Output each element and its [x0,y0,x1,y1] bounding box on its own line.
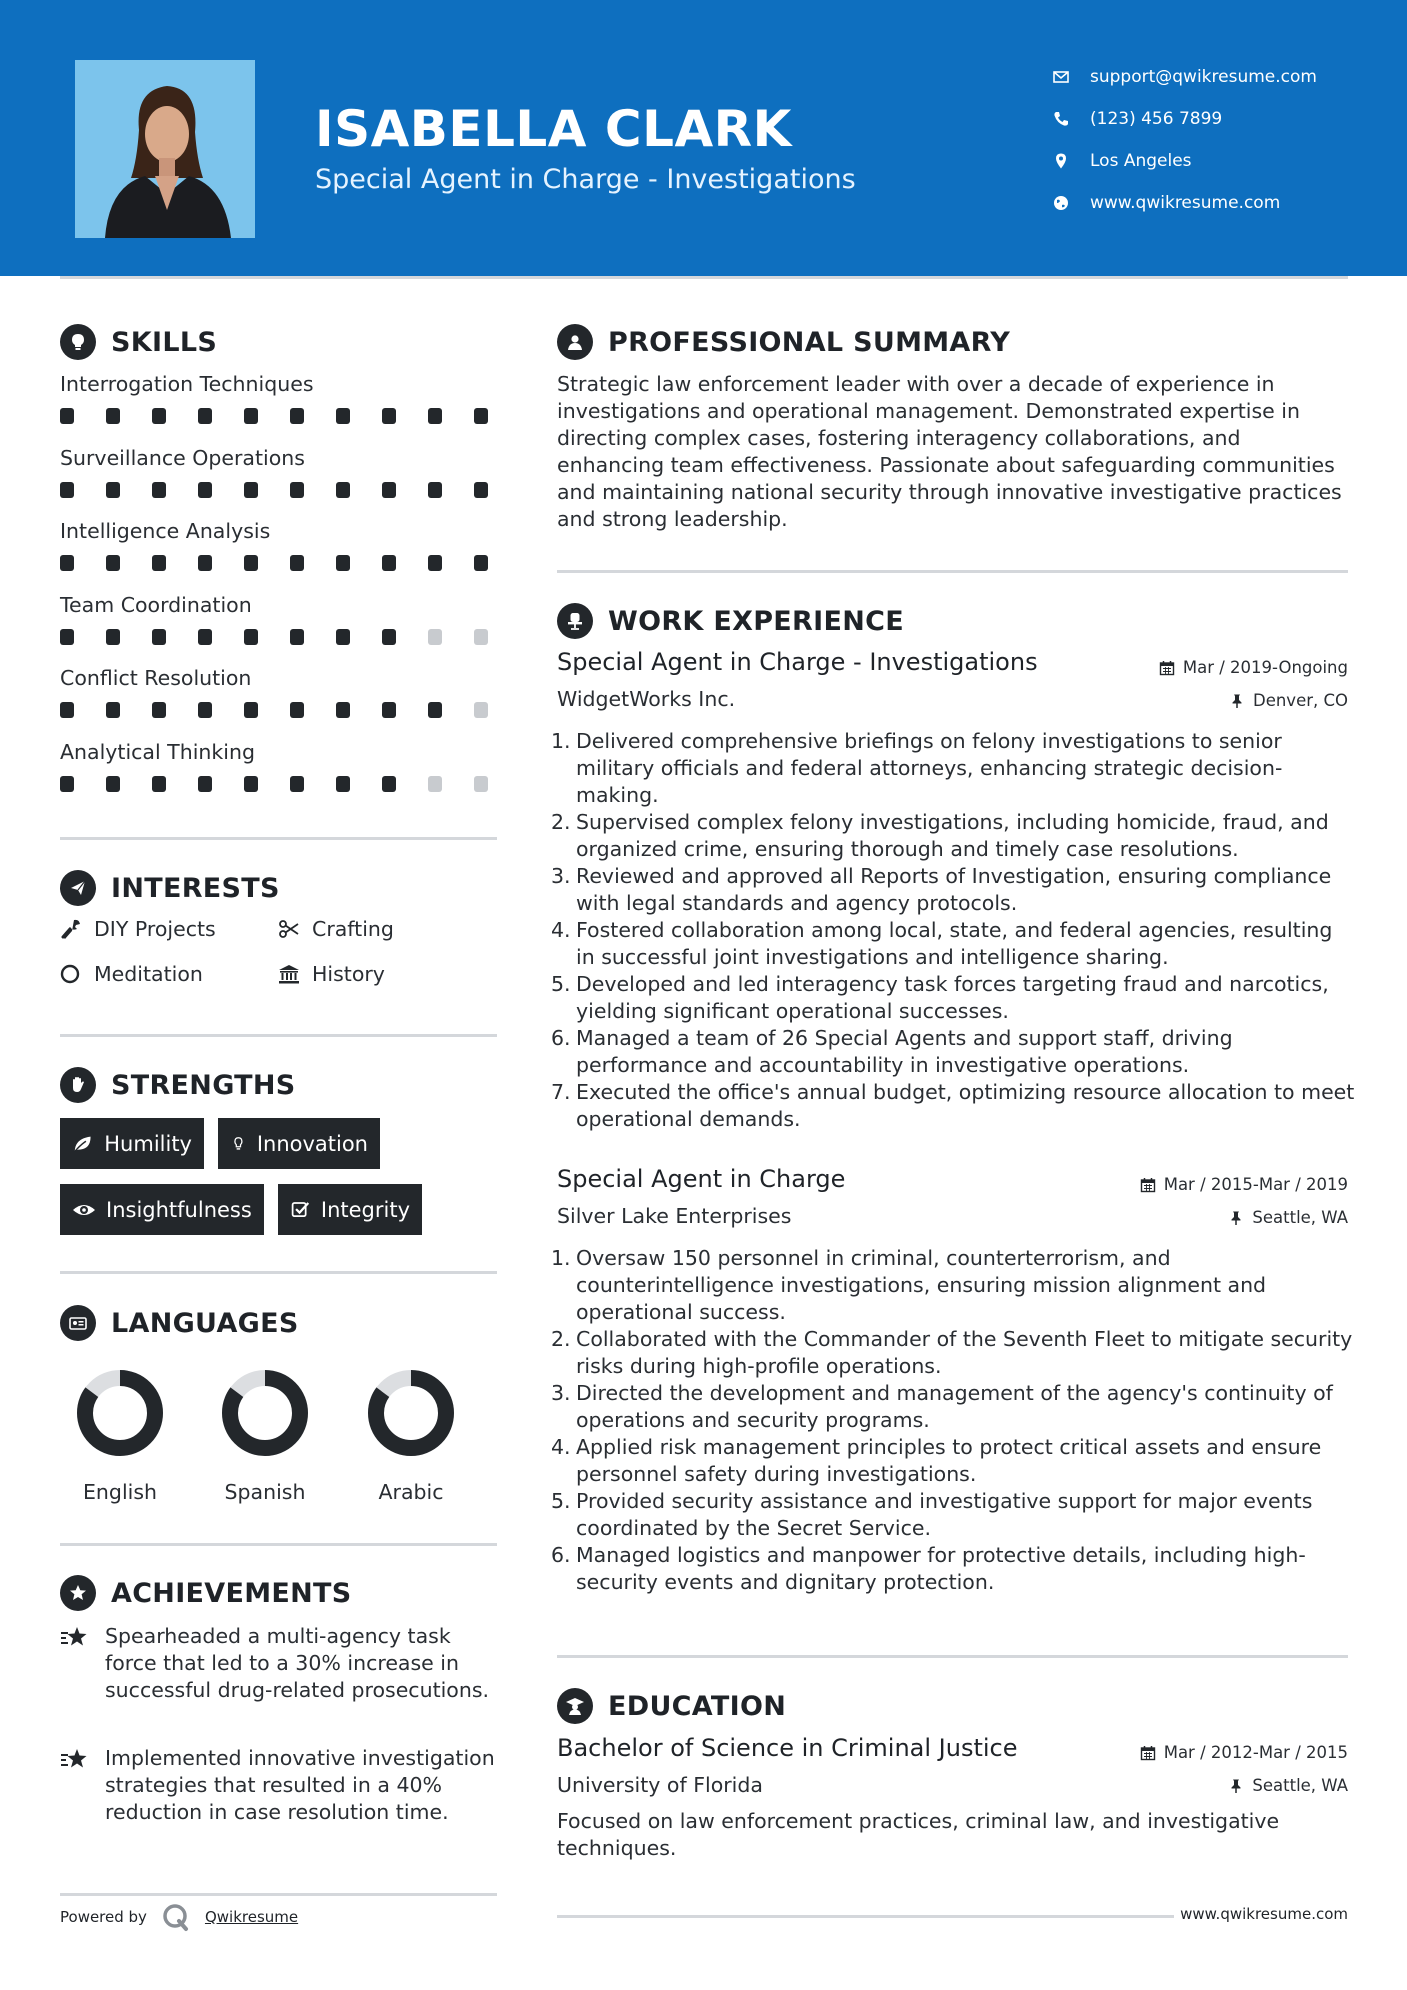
star-icon [60,1623,105,1704]
contact-website[interactable] [1052,182,1392,224]
resume-header [0,0,1407,276]
education-school: University of Florida [557,1773,763,1797]
bullet-text: Supervised complex felony investigations, including homicide, fraud, and organized crime, ensuring thorough and timely case resolutions. [576,810,1329,861]
skill-name: Analytical Thinking [60,739,255,764]
calendar-icon [1140,1177,1156,1193]
language-arabic [346,1368,476,1504]
rating-dot-filled [198,408,212,424]
job-bullet [551,728,1357,809]
job-title: Special Agent in Charge - Investigations [557,648,1038,676]
education-location-text: Seattle, WA [1252,1776,1348,1795]
rating-dot-filled [382,408,396,424]
rating-dot-filled [152,555,166,571]
strength-integrity [278,1184,422,1235]
summary-title: PROFESSIONAL SUMMARY [608,326,1011,358]
rating-dot-filled [382,555,396,571]
summary-text: Strategic law enforcement leader with over a decade of experience in investigations and operational management. Demonstrated expertise in directing complex cases, fostering interagency collaborations, and enhancing team effectiveness. Passionate about safeguarding communities and maintaining national security through innovative investigative practices and strong leadership. [557,372,1342,531]
bullet-number: 2. [551,810,571,834]
skill-name: Surveillance Operations [60,445,305,470]
strength-label: Insightfulness [106,1197,252,1222]
skill-item [60,515,500,589]
bullet-number: 6. [551,1543,571,1567]
star-icon [60,1745,105,1826]
strength-innovation [218,1118,380,1169]
strengths-heading [60,1067,296,1103]
bullet-text: Reviewed and approved all Reports of Investigation, ensuring compliance with legal standards and agency protocols. [576,864,1332,915]
rating-dot-filled [106,776,120,792]
rating-dot-filled [106,555,120,571]
rating-dot-filled [60,482,74,498]
job-bullet [551,1434,1357,1488]
experience-divider [557,1655,1348,1658]
user-icon [557,324,593,360]
rating-dot-filled [198,629,212,645]
job-bullet [551,809,1357,863]
bullet-number: 4. [551,918,571,942]
bullet-number: 1. [551,729,571,753]
education-heading [557,1688,786,1724]
languages-heading [60,1305,299,1341]
rating-dot-filled [336,555,350,571]
pushpin-icon [1228,1210,1244,1226]
strengths-divider [60,1271,497,1274]
rating-dot-filled [198,555,212,571]
rating-dot-filled [244,555,258,571]
rating-dot-filled [152,702,166,718]
job-location [1228,1208,1348,1227]
achievements-heading [60,1575,352,1611]
skill-item [60,368,500,442]
job-bullet [551,863,1357,917]
globe-icon [1052,194,1090,212]
bullet-text: Executed the office's annual budget, optimizing resource allocation to meet operational demands. [576,1080,1355,1131]
interest-label: Meditation [94,962,203,986]
education-dates-text: Mar / 2012-Mar / 2015 [1163,1743,1348,1762]
strength-label: Humility [104,1131,192,1156]
education-degree: Bachelor of Science in Criminal Justice [557,1734,1018,1762]
achievement-item [60,1745,500,1826]
language-name: Arabic [378,1480,444,1504]
rating-dot-filled [244,629,258,645]
rating-dot-filled [428,702,442,718]
pushpin-icon [1228,1778,1244,1794]
skill-item [60,442,500,516]
footer-site-link[interactable]: www.qwikresume.com [1174,1905,1348,1923]
achievements-divider [60,1893,497,1896]
education-location [1228,1776,1348,1795]
skill-item [60,589,500,663]
job-bullet [551,1245,1357,1326]
achievement-text: Implemented innovative investigation strategies that resulted in a 40% reduction in case resolution time. [105,1746,495,1824]
interest-label: History [312,962,385,986]
job-location-text: Denver, CO [1252,691,1348,710]
rating-dot-filled [106,702,120,718]
skill-name: Conflict Resolution [60,666,252,690]
job-bullet [551,1025,1357,1079]
graduate-icon [557,1688,593,1724]
profile-photo [75,60,255,238]
bullet-number: 1. [551,1246,571,1270]
bullet-text: Directed the development and management of the agency's continuity of operations and security programs. [576,1381,1333,1432]
rating-dot-filled [198,776,212,792]
languages-title: LANGUAGES [111,1307,299,1339]
calendar-icon [1140,1745,1156,1761]
contact-location [1052,140,1392,182]
bullet-number: 5. [551,1489,571,1513]
star-badge-icon [60,1575,96,1611]
bullet-text: Collaborated with the Commander of the Seventh Fleet to mitigate security risks during high-profile operations. [576,1327,1353,1378]
contact-website-text: www.qwikresume.com [1090,193,1281,213]
job-bullet-list [551,728,1357,1133]
eye-icon [72,1198,96,1222]
rating-dot-filled [474,408,488,424]
calendar-icon [1159,660,1175,676]
rating-dot-filled [244,776,258,792]
job-dates-text: Mar / 2015-Mar / 2019 [1163,1175,1348,1194]
rating-dot-empty [474,776,488,792]
rating-dot-filled [152,408,166,424]
bullet-text: Provided security assistance and investigative support for major events coordinated by the Secret Service. [576,1489,1313,1540]
hand-icon [60,1067,96,1103]
job-bullet [551,917,1357,971]
id-card-icon [60,1305,96,1341]
circle-icon [60,963,82,985]
job-location [1229,691,1348,710]
rating-dot-filled [290,408,304,424]
job-title: Special Agent in Charge [557,1165,846,1193]
rating-dot-filled [60,629,74,645]
job-bullet [551,971,1357,1025]
skills-title: SKILLS [111,326,218,358]
interests-title: INTERESTS [111,872,280,904]
education-description: Focused on law enforcement practices, criminal law, and investigative techniques. [557,1809,1280,1860]
experience-title: WORK EXPERIENCE [608,605,904,637]
rating-dot-filled [428,555,442,571]
rating-dot-filled [290,702,304,718]
language-spanish [200,1368,330,1504]
rating-dot-filled [198,482,212,498]
lightbulb-icon [230,1132,247,1156]
interest-history [278,962,385,986]
languages-divider [60,1543,497,1546]
bullet-number: 5. [551,972,571,996]
powered-by-label: Powered by [60,1908,147,1926]
skill-rating [60,776,500,792]
job-bullet [551,1326,1357,1380]
rating-dot-filled [244,482,258,498]
candidate-name: ISABELLA CLARK [315,100,792,158]
bullet-text: Applied risk management principles to protect critical assets and ensure personnel safety during investigations. [576,1435,1322,1486]
rating-dot-filled [474,482,488,498]
briefcase-chair-icon [557,603,593,639]
bullet-text: Delivered comprehensive briefings on felony investigations to senior military officials and federal attorneys, enhancing strategic decision-making. [576,729,1283,807]
rating-dot-filled [60,408,74,424]
interests-heading [60,870,280,906]
interest-meditation [60,962,203,986]
job-bullet [551,1488,1357,1542]
contact-email[interactable] [1052,56,1392,98]
rating-dot-empty [428,629,442,645]
bullet-number: 3. [551,864,571,888]
bullet-number: 6. [551,1026,571,1050]
bullet-number: 4. [551,1435,571,1459]
qwikresume-link[interactable]: Qwikresume [204,1908,299,1926]
language-english [55,1368,185,1504]
scissors-icon [278,918,300,940]
rating-dot-filled [290,555,304,571]
skill-rating [60,629,500,645]
rating-dot-filled [106,629,120,645]
rating-dot-filled [474,555,488,571]
skill-rating [60,408,500,424]
phone-icon [1052,110,1090,128]
rating-dot-filled [428,408,442,424]
contact-phone-text: (123) 456 7899 [1090,109,1223,129]
contact-list [1052,56,1392,224]
interest-crafting [278,917,394,941]
interest-label: DIY Projects [94,917,216,941]
strength-label: Innovation [256,1131,368,1156]
skills-list [60,368,500,809]
rating-dot-empty [474,629,488,645]
rating-dot-filled [198,702,212,718]
skill-name: Intelligence Analysis [60,519,271,543]
job-bullet [551,1079,1357,1133]
rating-dot-filled [336,408,350,424]
skill-rating [60,482,500,498]
bank-icon [278,963,300,985]
skills-divider [60,837,497,840]
education-dates [1140,1743,1348,1762]
pushpin-icon [1229,693,1245,709]
rating-dot-filled [290,629,304,645]
bullet-text: Fostered collaboration among local, state, and federal agencies, resulting in successful joint investigations and intelligence sharing. [576,918,1333,969]
rating-dot-filled [428,482,442,498]
language-level-donut [366,1368,456,1458]
experience-heading [557,603,904,639]
rating-dot-filled [152,776,166,792]
skill-name: Interrogation Techniques [60,372,314,396]
job-dates [1159,658,1348,677]
language-name: Spanish [224,1480,306,1504]
lightbulb-icon [60,324,96,360]
rating-dot-filled [60,555,74,571]
header-divider [60,276,1348,279]
job-company: Silver Lake Enterprises [557,1204,792,1228]
bullet-number: 2. [551,1327,571,1351]
achievement-item [60,1623,500,1704]
skill-rating [60,702,500,718]
powered-by [60,1902,298,1932]
language-name: English [82,1480,158,1504]
education-title: EDUCATION [608,1690,787,1722]
person-portrait-icon [75,60,255,238]
job-bullet-list [551,1245,1357,1596]
envelope-icon [1052,68,1090,86]
rating-dot-filled [336,702,350,718]
rating-dot-filled [244,408,258,424]
summary-divider [557,570,1348,573]
rating-dot-filled [336,629,350,645]
skill-item [60,662,500,736]
achievements-title: ACHIEVEMENTS [111,1577,352,1609]
rating-dot-empty [428,776,442,792]
interest-label: Crafting [312,917,394,941]
rating-dot-filled [382,482,396,498]
rating-dot-filled [60,702,74,718]
strength-insightfulness [60,1184,264,1235]
rating-dot-filled [382,629,396,645]
rating-dot-filled [60,776,74,792]
rating-dot-filled [244,702,258,718]
rating-dot-filled [290,482,304,498]
rating-dot-empty [474,702,488,718]
skill-name: Team Coordination [60,592,252,617]
job-dates [1140,1175,1348,1194]
skill-rating [60,555,500,571]
wrench-icon [60,918,82,940]
rating-dot-filled [152,629,166,645]
rating-dot-filled [290,776,304,792]
job-location-text: Seattle, WA [1252,1208,1348,1227]
contact-email-text: support@qwikresume.com [1090,67,1317,87]
candidate-title: Special Agent in Charge - Investigations [315,164,856,195]
rating-dot-filled [152,482,166,498]
summary-heading [557,324,1010,360]
strength-humility [60,1118,204,1169]
strengths-title: STRENGTHS [111,1069,296,1101]
rating-dot-filled [382,702,396,718]
rating-dot-filled [106,408,120,424]
rating-dot-filled [382,776,396,792]
job-dates-text: Mar / 2019-Ongoing [1182,658,1348,677]
interests-divider [60,1034,497,1037]
job-bullet [551,1380,1357,1434]
rating-dot-filled [336,776,350,792]
skill-item [60,736,500,810]
job-bullet [551,1542,1357,1596]
language-level-donut [220,1368,310,1458]
bullet-text: Developed and led interagency task forces targeting fraud and narcotics, yielding significant operational successes. [576,972,1329,1023]
bullet-text: Oversaw 150 personnel in criminal, counterterrorism, and counterintelligence investigations, ensuring mission alignment and operational success. [576,1246,1267,1324]
rating-dot-filled [336,482,350,498]
job-company: WidgetWorks Inc. [557,687,736,711]
leaf-icon [72,1132,94,1156]
strength-label: Integrity [320,1197,410,1222]
interest-diy-projects [60,917,216,941]
bullet-number: 3. [551,1381,571,1405]
contact-phone[interactable] [1052,98,1392,140]
rating-dot-filled [106,482,120,498]
qwikresume-logo-icon [161,1902,191,1932]
map-pin-icon [1052,152,1090,170]
contact-location-text: Los Angeles [1090,151,1192,171]
checkbox-icon [290,1198,311,1222]
bullet-text: Managed logistics and manpower for protective details, including high-security events and dignitary protection. [576,1543,1306,1594]
paper-plane-icon [60,870,96,906]
bullet-text: Managed a team of 26 Special Agents and support staff, driving performance and accountability in investigative operations. [576,1026,1233,1077]
language-level-donut [75,1368,165,1458]
achievement-text: Spearheaded a multi-agency task force that led to a 30% increase in successful drug-related prosecutions. [105,1624,490,1702]
bullet-number: 7. [551,1080,571,1104]
skills-heading [60,324,217,360]
